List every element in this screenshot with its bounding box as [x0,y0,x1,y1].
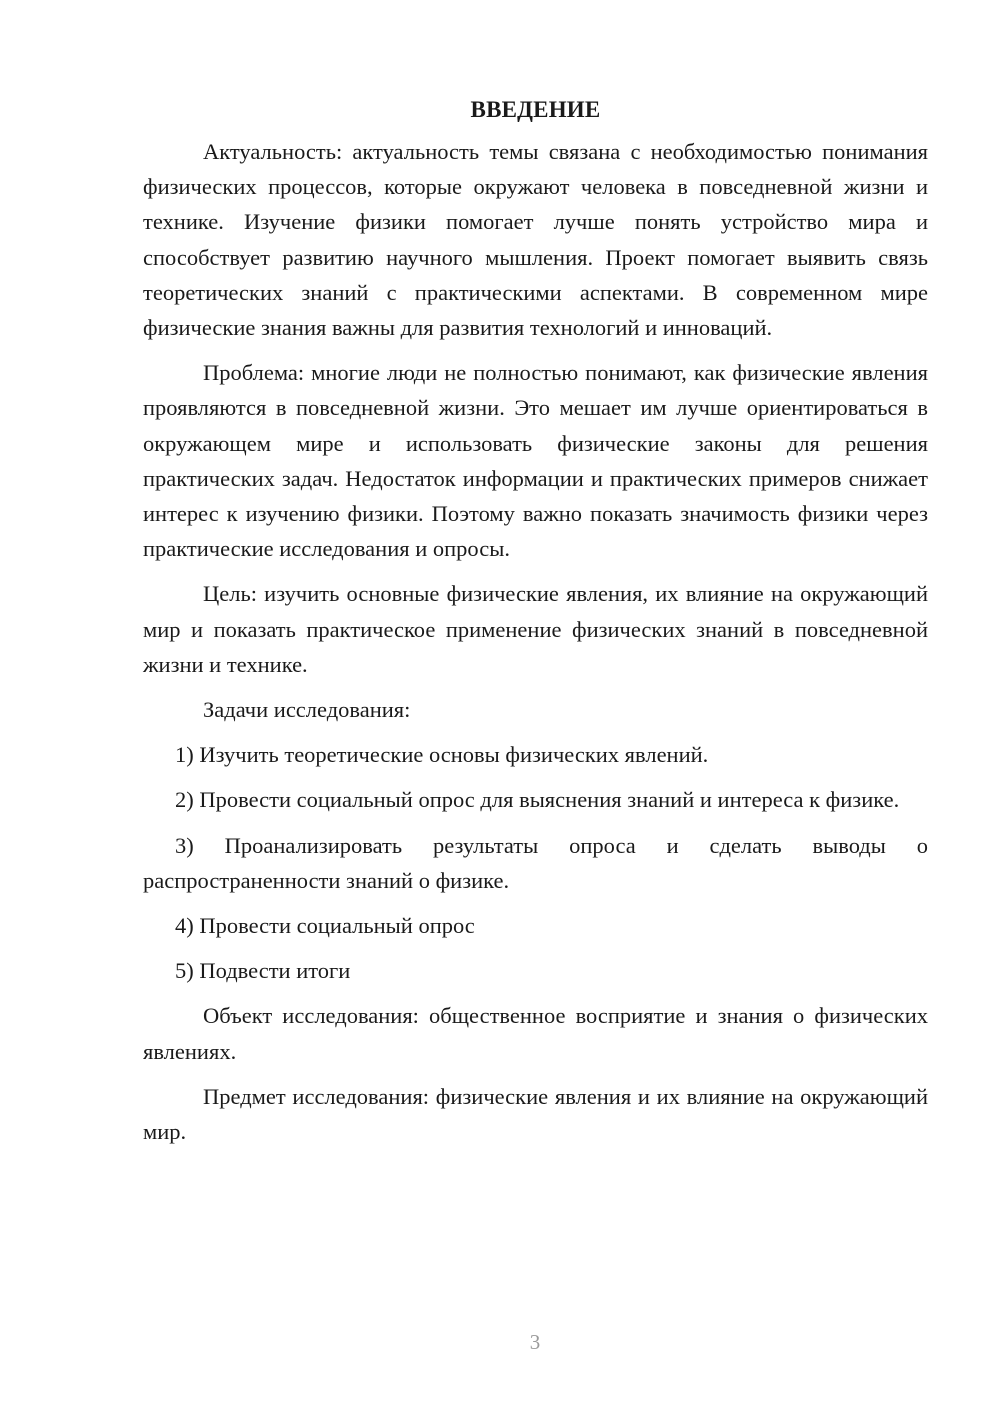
task-item-4: 4) Провести социальный опрос [175,913,475,939]
subject-paragraph: Предмет исследования: физические явления и их влияние на окружающий мир. [143,1083,928,1145]
page-title: ВВЕДЕНИЕ [470,97,601,122]
object-paragraph: Объект исследования: общественное восприятие и знания о физических явлениях. [143,1003,928,1064]
page-number: 3 [529,1330,541,1354]
document-page [143,92,928,1159]
task-item-5: 5) Подвести итоги [175,958,351,984]
task-item-3: 3) Проанализировать результаты опроса и сделать выводы о распространенности знаний о физике. [143,832,928,893]
task-item-2: 2) Провести социальный опрос для выяснения знаний и интереса к физике. [175,787,900,813]
task-item-1: 1) Изучить теоретические основы физических явлений. [175,742,709,768]
goal-paragraph: Цель: изучить основные физические явления, их влияние на окружающий мир и показать практическое применение физических знаний в повседневной жизни и технике. [143,581,928,677]
problem-paragraph: Проблема: многие люди не полностью понимают, как физические явления проявляются в повседневной жизни. Это мешает им лучше ориентироваться в окружающем мире и использовать физические законы для решения практических задач. Недостаток информации и практических примеров снижает интерес к изучению физики. Поэтому важно показать значимость физики через практические исследования и опросы. [143,360,928,562]
relevance-paragraph: Актуальность: актуальность темы связана с необходимостью понимания физических процессов, которые окружают человека в повседневной жизни и технике. Изучение физики помогает лучше понять устройство мира и способствует развитию научного мышления. Проект помогает выявить связь теоретических знаний с практическими аспектами. В современном мире физические знания важны для развития технологий и инноваций. [143,139,928,341]
tasks-heading: Задачи исследования: [203,697,411,723]
